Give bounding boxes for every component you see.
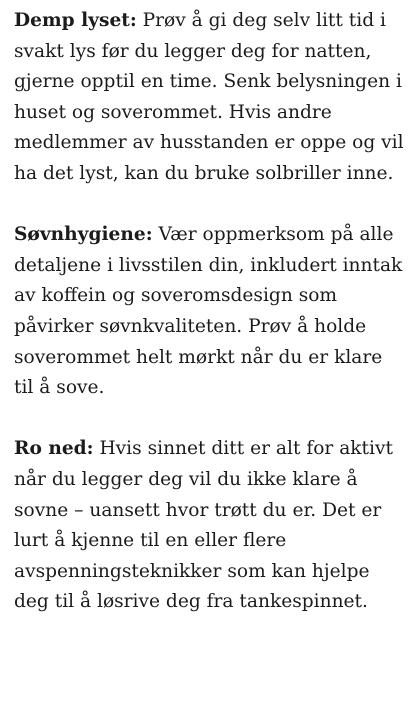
- paragraph-text: Vær oppmerksom på alle detaljene i livsstilen din, inkludert inntak av koffein og soveromsdesign som påvirker søvnkvaliteten. Prøv å holde soverommet helt mørkt når du er klare til å sove.: [14, 224, 403, 399]
- paragraph-lead: Demp lyset:: [14, 10, 137, 31]
- paragraph-demp-lyset: [14, 6, 406, 190]
- paragraph-sovnhygiene: [14, 220, 406, 404]
- paragraph-lead: Søvnhygiene:: [14, 224, 153, 246]
- paragraph-lead: Ro ned:: [14, 438, 94, 460]
- paragraph-text: Hvis sinnet ditt er alt for aktivt når du legger deg vil du ikke klare å sovne – uansett hvor trøtt du er. Det er lurt å kjenne til en eller flere avspenningsteknikker som kan hjelpe deg til å løsrive deg fra tankespinnet.: [14, 438, 393, 613]
- paragraph-ro-ned: [14, 434, 406, 618]
- article-body: [14, 6, 406, 618]
- paragraph-text: Prøv å gi deg selv litt tid i svakt lys før du legger deg for natten, gjerne opptil en time. Senk belysningen i huset og soverommet. Hvis andre medlemmer av husstanden er oppe og vil ha det lyst, kan du bruke solbriller inne.: [14, 10, 404, 184]
